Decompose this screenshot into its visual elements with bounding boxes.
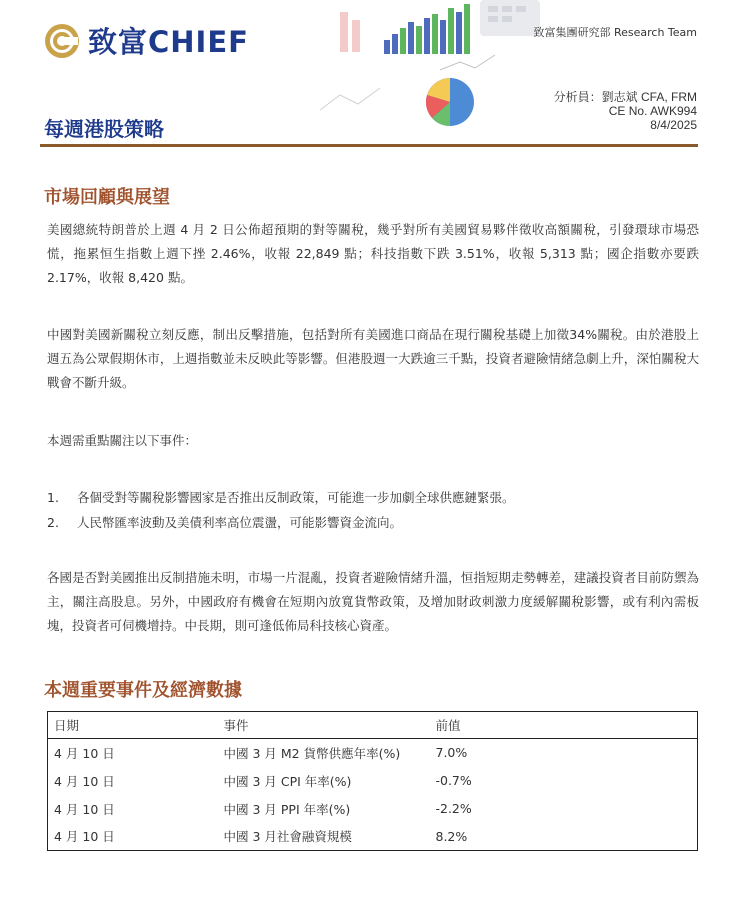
cell-event: 中國 3 月 PPI 年率(%) xyxy=(223,801,351,817)
research-team: 致富集團研究部 Research Team xyxy=(533,26,697,39)
list-number: 1. xyxy=(47,490,59,505)
brand-name: 致富CHIEF xyxy=(88,25,249,59)
analyst-info xyxy=(554,90,697,132)
cell-event: 中國 3 月 M2 貨幣供應年率(%) xyxy=(223,745,401,761)
ce-number: CE No. AWK994 xyxy=(608,104,697,118)
review-paragraph-1: 美國總統特朗普於上週 4 月 2 日公佈超預期的對等關稅，幾乎對所有美國貿易夥伴徵收高額關稅，引發環球市場恐慌，拖累恒生指數上週下挫 2.46%，收報 22,849 點；科技指數下跌 3.51%，收報 5,313 點；國企指數亦要跌 2.17%，收報 8,420 點。 xyxy=(47,222,699,285)
list-number: 2. xyxy=(47,515,59,530)
cell-previous: 7.0% xyxy=(435,745,468,761)
cell-previous: -2.2% xyxy=(435,801,472,816)
cell-date: 4 月 10 日 xyxy=(54,773,115,789)
list-text: 各個受對等關稅影響國家是否推出反制政策，可能進一步加劇全球供應鏈緊張。 xyxy=(77,490,515,505)
cell-date: 4 月 10 日 xyxy=(54,745,115,761)
chief-logo-icon xyxy=(44,23,80,59)
brand-logo xyxy=(44,20,249,61)
column-header-previous: 前值 xyxy=(436,712,698,739)
cell-date: 4 月 10 日 xyxy=(54,829,115,845)
report-date: 8/4/2025 xyxy=(650,118,697,132)
analyst-name: 分析員：劉志斌 CFA, FRM xyxy=(553,90,697,104)
list-item xyxy=(47,485,699,510)
list-item xyxy=(47,510,699,535)
cell-date: 4 月 10 日 xyxy=(54,801,115,817)
table-row xyxy=(48,739,698,767)
charts-banner-image xyxy=(300,0,540,140)
column-header-event: 事件 xyxy=(224,712,436,739)
table-row xyxy=(48,823,698,851)
cell-event: 中國 3 月 CPI 年率(%) xyxy=(223,773,352,789)
review-paragraph-4: 各國是否對美國推出反制措施未明，市場一片混亂，投資者避險情緒升溫，恒指短期走勢轉差，建議投資者目前防禦為主，關注高股息。另外，中國政府有機會在短期內放寬貨幣政策，及增加財政刺激力度緩解關稅影響，或有利內需板塊，投資者可伺機增持。中長期，則可逢低佈局科技核心資產。 xyxy=(47,570,699,633)
table-header-row xyxy=(48,712,698,739)
review-paragraph-3: 本週需重點關注以下事件： xyxy=(47,433,198,448)
list-text: 人民幣匯率波動及美債利率高位震盪，可能影響資金流向。 xyxy=(77,515,403,530)
table-row xyxy=(48,767,698,795)
focus-list xyxy=(47,485,699,535)
column-header-date: 日期 xyxy=(48,712,224,739)
title-divider xyxy=(40,144,698,147)
events-heading: 本週重要事件及經濟數據 xyxy=(44,680,242,701)
cell-previous: 8.2% xyxy=(435,828,468,844)
cell-previous: -0.7% xyxy=(435,773,472,788)
cell-event: 中國 3 月社會融資規模 xyxy=(223,829,352,845)
table-row xyxy=(48,795,698,823)
report-header xyxy=(0,0,745,150)
review-paragraph-2: 中國對美國新關稅立刻反應，制出反擊措施，包括對所有美國進口商品在現行關稅基礎上加徵34%關稅。由於港股上週五為公眾假期休市，上週指數並未反映此等影響。但港股週一大跌逾三千點，投資者避險情緒急劇上升，深怕關稅大戰會不斷升級。 xyxy=(47,327,699,390)
review-heading: 市場回顧與展望 xyxy=(44,187,170,208)
page-title: 每週港股策略 xyxy=(44,117,164,141)
events-table xyxy=(47,711,698,851)
